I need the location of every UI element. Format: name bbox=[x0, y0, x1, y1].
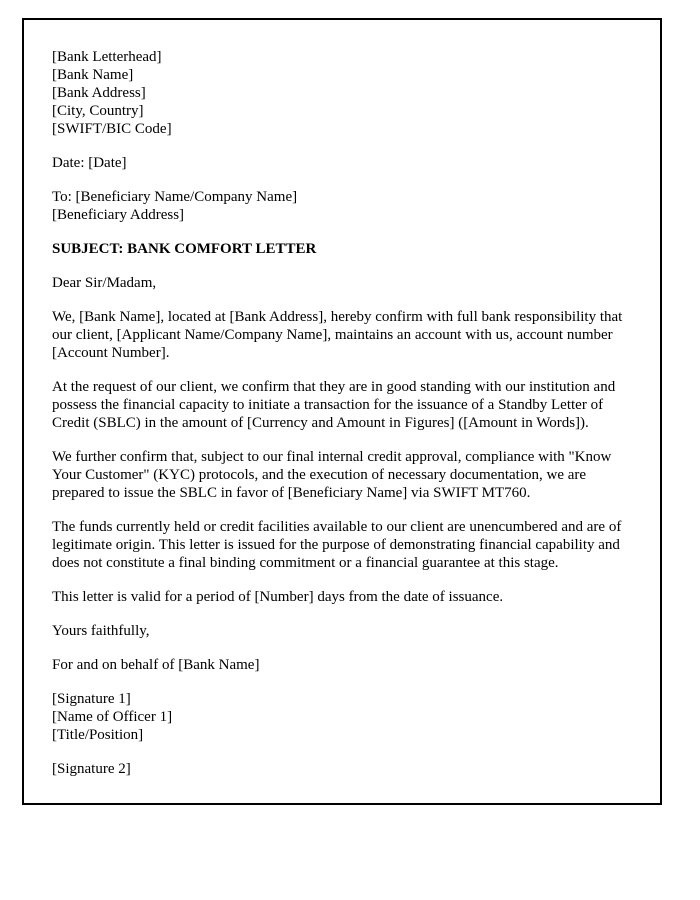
validity-line: This letter is valid for a period of [Number] days from the date of issuance. bbox=[52, 589, 504, 605]
salutation-line: Dear Sir/Madam, bbox=[52, 275, 157, 291]
letterhead-line: [City, Country] bbox=[52, 103, 144, 119]
letterhead-line: [Bank Name] bbox=[52, 67, 134, 83]
date-line: Date: [Date] bbox=[52, 155, 127, 171]
signature-block-1 bbox=[52, 690, 632, 744]
letterhead-line: [Bank Address] bbox=[52, 85, 146, 101]
letterhead-block bbox=[52, 48, 632, 138]
salutation-block bbox=[52, 274, 632, 292]
recipient-line: To: [Beneficiary Name/Company Name] bbox=[52, 189, 298, 205]
signature-line-partial: [Signature 2] bbox=[52, 761, 131, 777]
letterhead-line: [Bank Letterhead] bbox=[52, 49, 162, 65]
letterhead-line: [SWIFT/BIC Code] bbox=[52, 121, 172, 137]
subject-line: SUBJECT: BANK COMFORT LETTER bbox=[52, 241, 317, 257]
signature-line: [Title/Position] bbox=[52, 727, 144, 743]
body-paragraph: The funds currently held or credit facilities available to our client are unencumbered and are of legitimate origin. This letter is issued for the purpose of demonstrating financial capability and does not constitute a final binding commitment or a financial guarantee at this stage. bbox=[52, 519, 622, 571]
letter-page bbox=[22, 18, 662, 805]
recipient-line: [Beneficiary Address] bbox=[52, 207, 185, 223]
subject-block bbox=[52, 240, 632, 258]
body-paragraph: At the request of our client, we confirm that they are in good standing with our institution and possess the financial capacity to initiate a transaction for the issuance of a Standby Letter of Credit (SBLC) in the amount of [Currency and Amount in Figures] ([Amount in Words]). bbox=[52, 379, 616, 431]
body-paragraph: We further confirm that, subject to our final internal credit approval, compliance with "Know Your Customer" (KYC) protocols, and the execution of necessary documentation, we are prepared to issue the SBLC in favor of [Beneficiary Name] via SWIFT MT760. bbox=[52, 449, 612, 501]
body-paragraph: We, [Bank Name], located at [Bank Address], hereby confirm with full bank responsibility that our client, [Applicant Name/Company Name], maintains an account with us, account number [Account Number]. bbox=[52, 309, 623, 361]
recipient-block bbox=[52, 188, 632, 224]
behalf-line: For and on behalf of [Bank Name] bbox=[52, 657, 260, 673]
signature-block-2 bbox=[52, 760, 632, 778]
signature-line: [Signature 1] bbox=[52, 691, 131, 707]
closing-line: Yours faithfully, bbox=[52, 623, 150, 639]
date-block bbox=[52, 154, 632, 172]
signature-line: [Name of Officer 1] bbox=[52, 709, 173, 725]
